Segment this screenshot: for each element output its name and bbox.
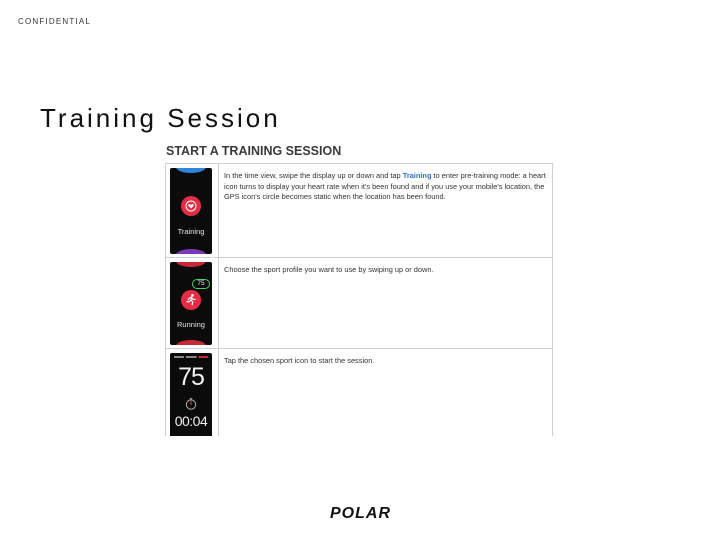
watch-display-running (170, 262, 212, 345)
display-arc (176, 168, 206, 173)
watch-display-training (170, 168, 212, 254)
step-row-training (166, 164, 552, 258)
stopwatch-icon (184, 397, 198, 411)
display-arc (176, 262, 206, 267)
display-arc (176, 340, 206, 345)
step-text: Tap the chosen sport icon to start the session. (224, 356, 375, 365)
step-row-start (166, 349, 552, 436)
session-timer: 00:04 (174, 413, 208, 429)
step-text-part: to enter pre-training mode: a heart icon turns to display your heart rate when it's been found and if you use your mobile's location, the GPS icon's circle becomes static when the location has been found. (224, 171, 546, 201)
heart-rate-badge: 75 (192, 279, 210, 289)
step-text: Choose the sport profile you want to use by swiping up or down. (224, 265, 434, 274)
step-row-running (166, 258, 552, 349)
progress-dashes (174, 356, 208, 358)
step-text-part: In the time view, swipe the display up or down and tap (224, 171, 403, 180)
confidential-label: CONFIDENTIAL (18, 17, 92, 26)
step-text (224, 171, 546, 203)
polar-logo (330, 505, 402, 523)
watch-label: Running (177, 320, 205, 329)
step-image (166, 258, 219, 348)
slide-title: Training Session (40, 103, 281, 133)
steps-table (165, 163, 553, 436)
section-heading: START A TRAINING SESSION (166, 144, 342, 158)
training-link[interactable]: Training (402, 171, 432, 180)
watch-display-session (170, 353, 212, 436)
logo-text: POLAR (330, 505, 391, 522)
step-image (166, 349, 219, 436)
heart-icon (181, 196, 201, 216)
step-image (166, 164, 219, 257)
watch-label: Training (177, 227, 205, 236)
running-icon (181, 290, 201, 310)
heart-rate-value: 75 (178, 363, 204, 391)
display-arc (176, 249, 206, 254)
